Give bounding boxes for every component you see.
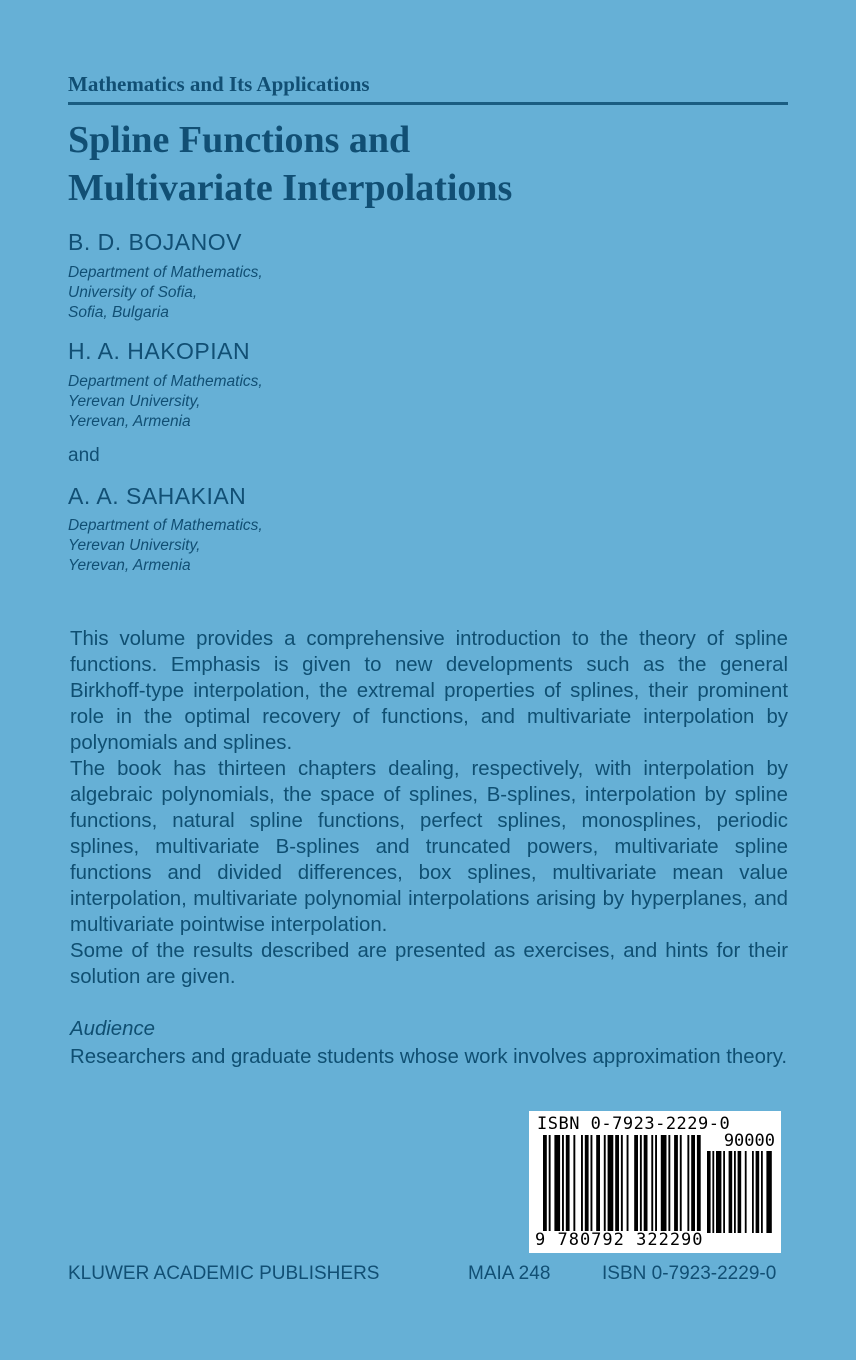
author-3-affiliation-line: Yerevan, Armenia <box>68 557 191 574</box>
barcode-bar <box>562 1135 564 1231</box>
barcode-bar <box>591 1135 593 1231</box>
barcode-bar <box>661 1135 667 1231</box>
barcode-bar <box>581 1135 583 1231</box>
description-paragraph-2: The book has thirteen chapters dealing, respectively, with interpolation by algebraic polynomials, the space of splines, B-splines, interpolation by spline functions, natural spline functions, perfect splines, monosplines, periodic splines, multivariate B-splines and truncated powers, multivariate spline functions and divided differences, box splines, multivariate mean value interpolation, multivariate polynomial interpolations arising by hyperplanes, and multivariate pointwise interpolation. <box>70 758 788 936</box>
barcode-bar <box>608 1135 614 1231</box>
author-1-affiliation-line: University of Sofia, <box>68 284 198 301</box>
author-2-name: H. A. HAKOPIAN <box>68 338 251 364</box>
barcode-bar <box>640 1135 642 1231</box>
author-3-affiliation-line: Department of Mathematics, <box>68 517 263 534</box>
barcode-bar <box>621 1135 623 1231</box>
barcode-addon-bar <box>734 1151 736 1233</box>
barcode-bar <box>604 1135 606 1231</box>
series-title: Mathematics and Its Applications <box>68 72 370 96</box>
author-1-affiliation-line: Department of Mathematics, <box>68 264 263 281</box>
barcode-addon-bar <box>729 1151 733 1233</box>
barcode-bar <box>655 1135 657 1231</box>
header-rule <box>68 102 788 105</box>
barcode-bar <box>668 1135 670 1231</box>
author-3-affiliation-line: Yerevan University, <box>68 537 201 554</box>
barcode-addon-bar <box>752 1151 754 1233</box>
barcode-bar <box>566 1135 570 1231</box>
author-3-affiliation <box>68 516 263 576</box>
publisher-name: KLUWER ACADEMIC PUBLISHERS <box>68 1263 380 1284</box>
barcode-bar <box>554 1135 560 1231</box>
barcode-bar <box>674 1135 678 1231</box>
barcode-bar <box>596 1135 600 1231</box>
barcode-addon-bar <box>723 1151 725 1233</box>
barcode-bar <box>634 1135 638 1231</box>
barcode-bar <box>627 1135 629 1231</box>
barcode-addon-bar <box>707 1151 711 1233</box>
barcode-addon-bar <box>766 1151 771 1233</box>
book-title <box>68 116 788 212</box>
barcode-addon-bar <box>745 1151 747 1233</box>
barcode-bar <box>687 1135 689 1231</box>
barcode-bar <box>573 1135 575 1231</box>
barcode-addon-bar <box>756 1151 760 1233</box>
audience-text: Researchers and graduate students whose work involves approximation theory. <box>70 1046 788 1068</box>
barcode-bar <box>651 1135 653 1231</box>
barcode-bar <box>680 1135 682 1231</box>
author-1-name: B. D. BOJANOV <box>68 229 242 255</box>
author-2-affiliation <box>68 372 263 432</box>
barcode-bar <box>697 1135 701 1231</box>
barcode-addon-bar <box>738 1151 742 1233</box>
barcode-bar <box>691 1135 695 1231</box>
isbn-barcode <box>529 1111 781 1253</box>
audience-label: Audience <box>70 1018 156 1040</box>
barcode-isbn-label: ISBN 0-7923-2229-0 <box>537 1114 731 1134</box>
barcode-addon-bar <box>716 1151 721 1233</box>
barcode-digits: 9 780792 322290 <box>535 1230 704 1250</box>
and-connector: and <box>68 445 100 466</box>
description-paragraph-1: This volume provides a comprehensive introduction to the theory of spline functions. Emphasis is given to new developments such as the general Birkhoff-type interpolation, the extremal properties of splines, their prominent role in the optimal recovery of functions, and multivariate interpolation by polynomials and splines. <box>70 628 788 754</box>
barcode-bar <box>615 1135 619 1231</box>
author-3-name: A. A. SAHAKIAN <box>68 483 247 509</box>
barcode-bar <box>644 1135 648 1231</box>
description-paragraph-3: Some of the results described are presented as exercises, and hints for their solution are given. <box>70 940 788 988</box>
footer-isbn: ISBN 0-7923-2229-0 <box>602 1263 777 1284</box>
series-code: MAIA 248 <box>468 1263 551 1284</box>
barcode-price-code: 90000 <box>723 1131 775 1151</box>
barcode-addon-bar <box>761 1151 763 1233</box>
author-2-affiliation-line: Department of Mathematics, <box>68 373 263 390</box>
book-title-line-1: Spline Functions and <box>68 119 411 161</box>
book-description <box>70 626 788 990</box>
book-title-line-2: Multivariate Interpolations <box>68 167 513 209</box>
author-1-affiliation-line: Sofia, Bulgaria <box>68 304 169 321</box>
author-2-affiliation-line: Yerevan University, <box>68 393 201 410</box>
barcode-bar <box>585 1135 589 1231</box>
barcode-bar <box>549 1135 551 1231</box>
barcode-addon-bar <box>712 1151 714 1233</box>
author-2-affiliation-line: Yerevan, Armenia <box>68 413 191 430</box>
barcode-bar <box>543 1135 547 1231</box>
author-1-affiliation <box>68 263 263 323</box>
